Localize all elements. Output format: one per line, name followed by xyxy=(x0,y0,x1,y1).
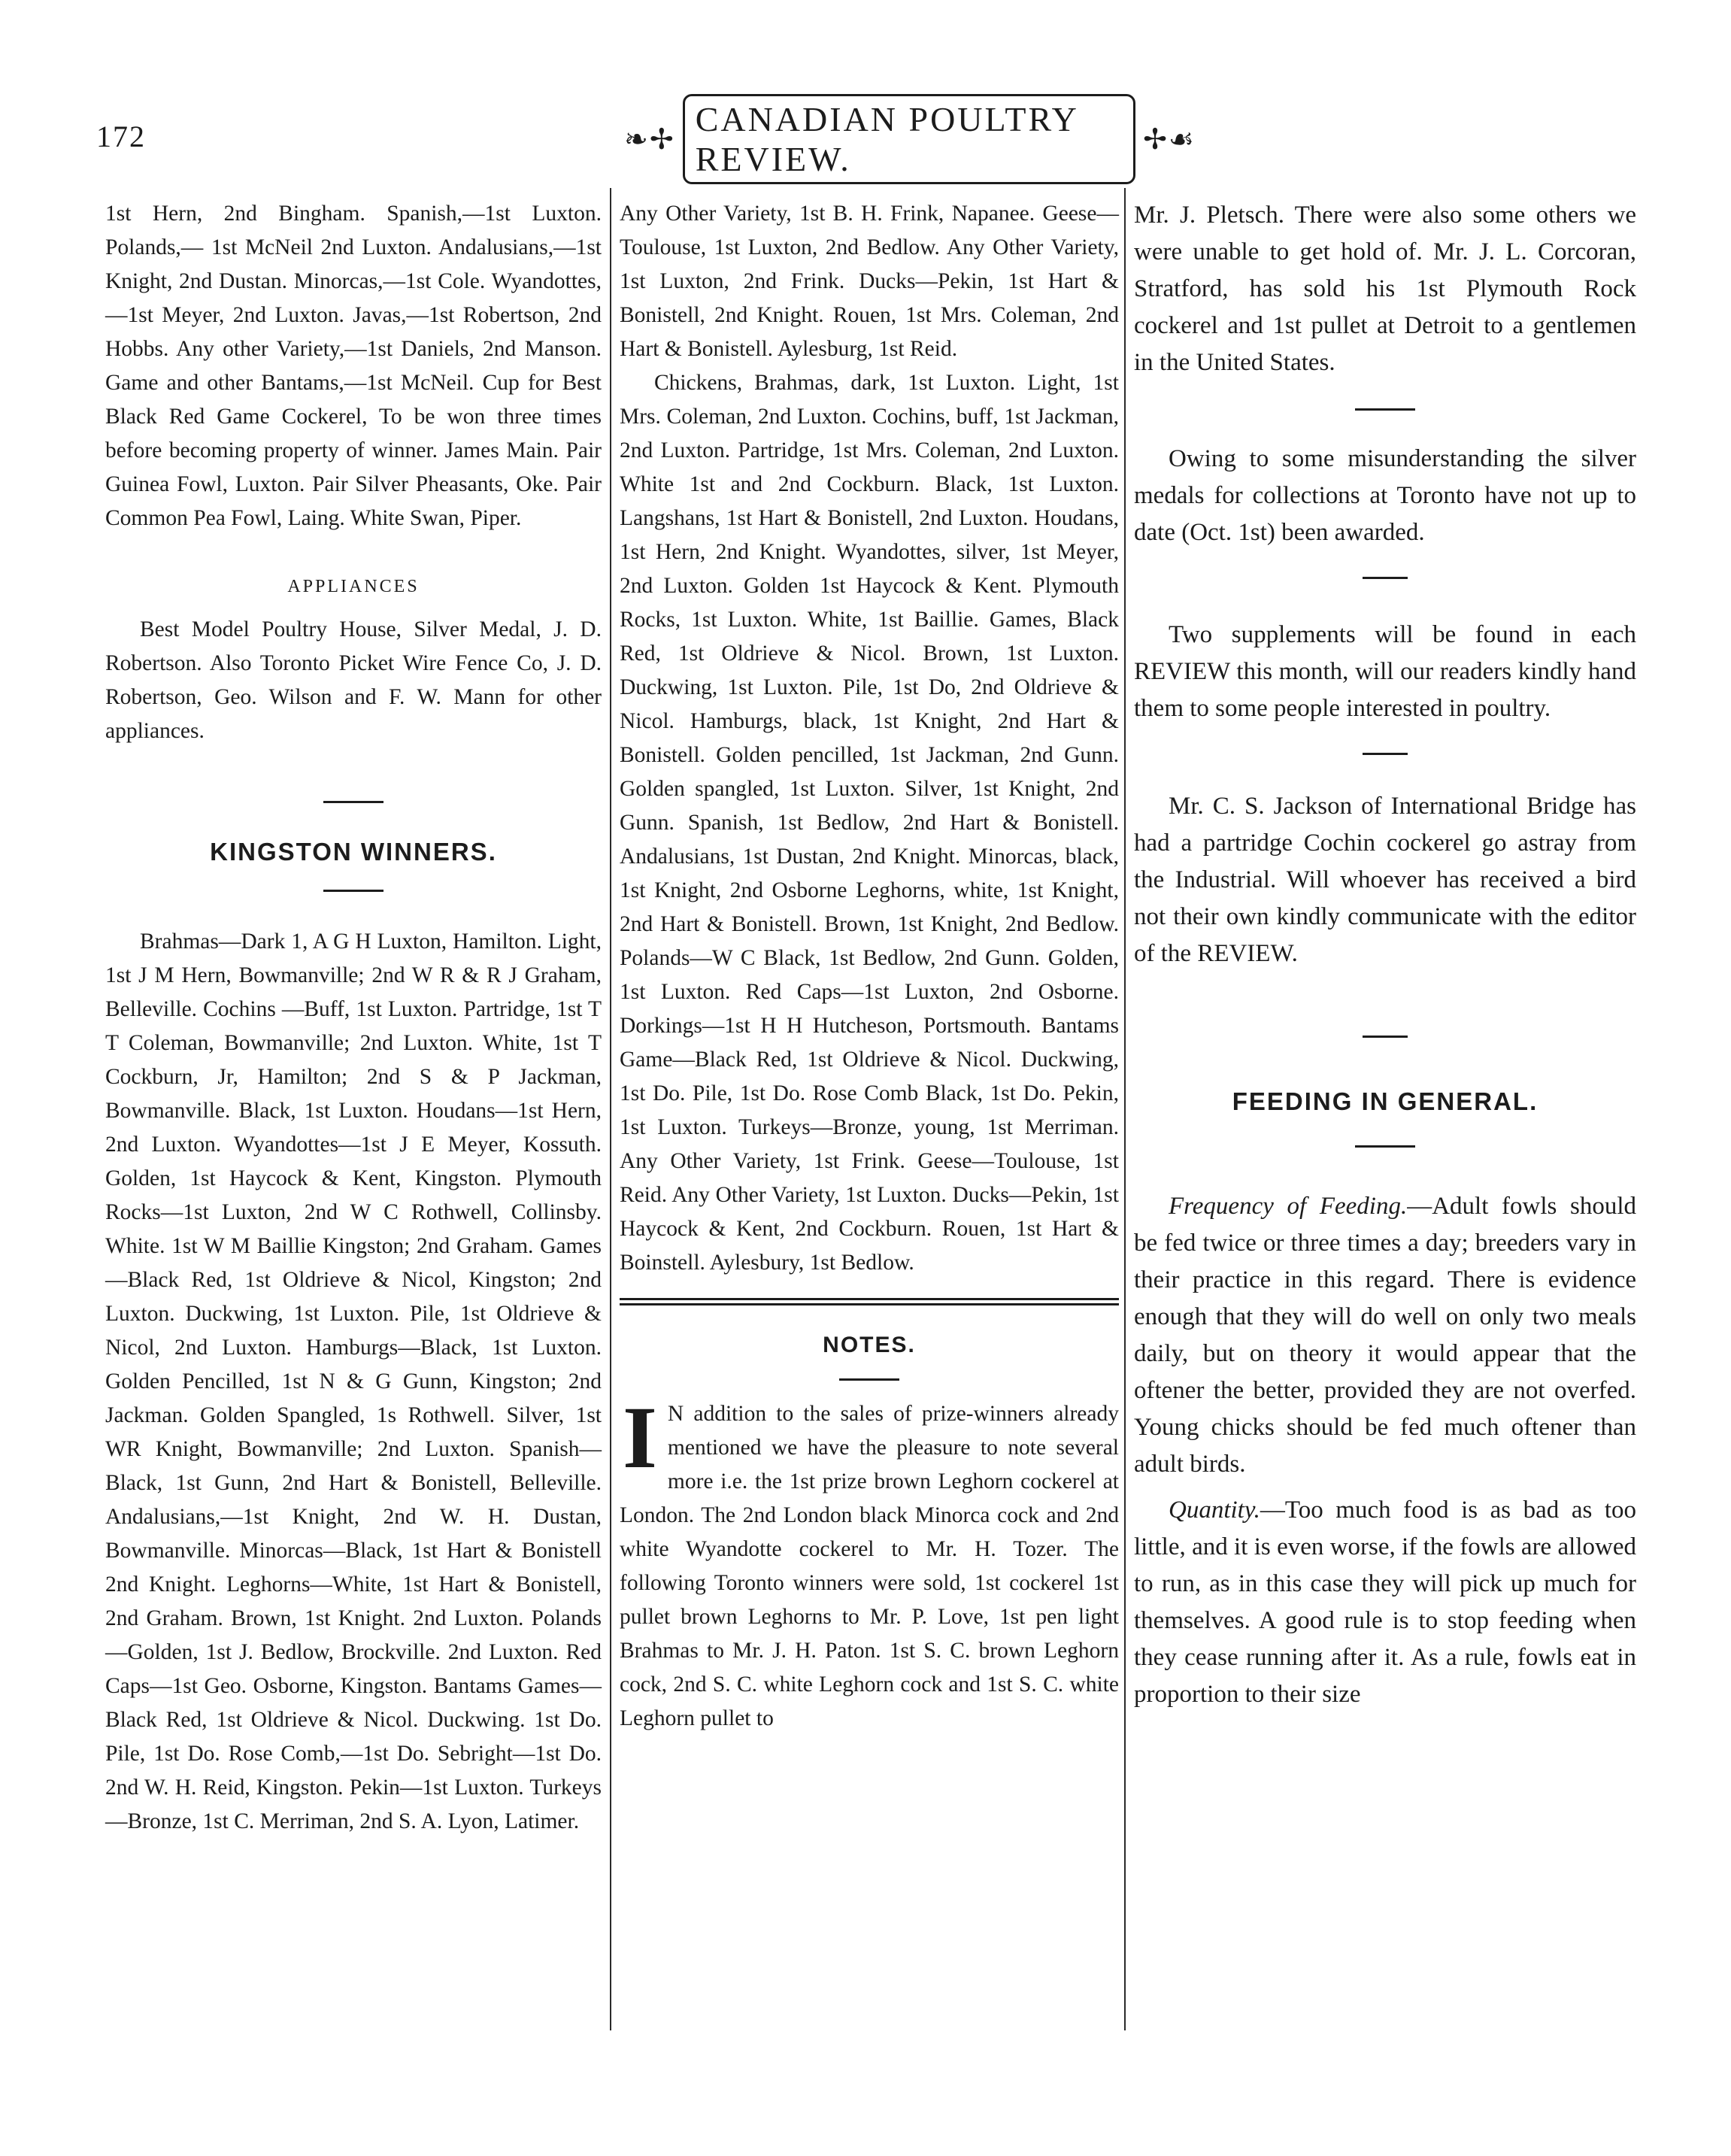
other-variety-paragraph: Any Other Variety, 1st B. H. Frink, Napanee. Geese—Toulouse, 1st Luxton, 2nd Bedlow. Any Other Variety, 1st Luxton, 2nd Frink. Ducks—Pekin, 1st Hart & Bonistell, 2nd Knight. Rouen, 1st Mrs. Coleman, 2nd Hart & Bonistell. Aylesburg, 1st Reid. xyxy=(620,202,1119,361)
jackson-paragraph: Mr. C. S. Jackson of International Bridge has had a partridge Cochin cockerel go astray from the Industrial. Will whoever has received a bird not their own kindly communicate with the editor of the REVIEW. xyxy=(1134,793,1636,967)
quantity-text: —Too much food is as bad as too little, and it is even worse, if the fowls are allowed to run, as in this case they will pick up much for themselves. A good rule is to stop feeding when they cease running after it. As a rule, fowls eat in proportion to their size xyxy=(1134,1496,1636,1708)
kingston-results-paragraph: Brahmas—Dark 1, A G H Luxton, Hamilton. Light, 1st J M Hern, Bowmanville; 2nd W R & R J Graham, Belleville. Cochins —Buff, 1st Luxton. Partridge, 1st T T Coleman, Bowmanville; 2nd Luxton. White, 1st T Cockburn, Jr, Hamilton; 2nd S & P Jackman, Bowmanville. Black, 1st Luxton. Houdans—1st Hern, 2nd Luxton. Wyandottes—1st J E Meyer, Kossuth. Golden, 1st Haycock & Kent, Kingston. Plymouth Rocks—1st Luxton, 2nd W C Rothwell, Collinsby. White. 1st W M Baillie Kingston; 2nd Graham. Games—Black Red, 1st Oldrieve & Nicol, Kingston; 2nd Luxton. Duckwing, 1st Luxton. Pile, 1st Oldrieve & Nicol, 2nd Luxton. Hamburgs—Black, 1st Luxton. Golden Pencilled, 1st N & G Gunn, Kingston; 2nd Jackman. Golden Spangled, 1s Rothwell. Silver, 1st WR Knight, Bowmanville; 2nd Luxton. Spanish—Black, 1st Gunn, 2nd Hart & Bonistell, Belleville. Andalusians,—1st Knight, 2nd W. H. Dustan, Bowmanville. Minorcas—Black, 1st Hart & Bonistell 2nd Knight. Leghorns—White, 1st Hart & Bonistell, 2nd Graham. Brown, 1st Knight. 2nd Luxton. Polands—Golden, 1st J. Bedlow, Brockville. 2nd Luxton. Red Caps—1st Geo. Osborne, Kingston. Bantams Games—Black Red, 1st Oldrieve & Nicol. Duckwing. 1st Do. Pile, 1st Do. Rose Comb,—1st Do. Sebright—1st Do. 2nd W. H. Reid, Kingston. Pekin—1st Luxton. Turkeys—Bronze, 1st C. Merriman, 2nd S. A. Lyon, Latimer. xyxy=(105,929,602,1833)
frequency-text: —Adult fowls should be fed twice or three times a day; breeders vary in their practice in this regard. There is evidence enough that they will do well on only two meals daily, but on theory it would appear that the oftener the better, provided they are not overfed. Young chicks should be fed much oftener than adult birds. xyxy=(1134,1193,1637,1478)
masthead-title: CANADIAN POULTRY REVIEW. xyxy=(683,94,1135,184)
page-number: 172 xyxy=(96,120,146,153)
frequency-lead: Frequency of Feeding. xyxy=(1169,1193,1408,1220)
quantity-paragraph xyxy=(1134,1492,1636,1713)
column-2 xyxy=(620,197,1119,1736)
feeding-in-general-heading: FEEDING IN GENERAL. xyxy=(1232,1087,1538,1115)
show-results-paragraph: 1st Hern, 2nd Bingham. Spanish,—1st Luxton. Polands,— 1st McNeil 2nd Luxton. Andalusians,—1st Knight, 2nd Dustan. Minorcas,—1st Cole. Wyandottes,—1st Meyer, 2nd Luxton. Javas,—1st Robertson, 2nd Hobbs. Any other Variety,—1st Daniels, 2nd Manson. Game and other Bantams,—1st McNeil. Cup for Best Black Red Game Cockerel, To be won three times before becoming property of winner. James Main. Pair Guinea Fowl, Luxton. Pair Silver Pheasants, Oke. Pair Common Pea Fowl, Laing. White Swan, Piper. xyxy=(105,202,602,530)
masthead xyxy=(624,100,1196,178)
drop-cap: I xyxy=(623,1388,657,1487)
pletsch-paragraph: Mr. J. Pletsch. There were also some others we were unable to get hold of. Mr. J. L. Corcoran, Stratford, has sold his 1st Plymouth Rock cockerel and 1st pullet at Detroit to a gentlemen in the United States. xyxy=(1134,202,1636,376)
notes-text: N addition to the sales of prize-winners already mentioned we have the pleasure to note several more i.e. the 1st prize brown Leghorn cockerel at London. The 2nd London black Minorca cock and 2nd white Wyandotte cockerel to Mr. H. Tozer. The following Toronto winners were sold, 1st cockerel 1st pullet brown Leghorns to Mr. P. Love, 1st pen light Brahmas to Mr. J. H. Paton. 1st S. C. brown Leghorn cock, 2nd S. C. white Leghorn cock and 1st S. C. white Leghorn pullet to xyxy=(620,1402,1119,1730)
column-divider xyxy=(1124,188,1126,2030)
notes-paragraph xyxy=(620,1388,1119,1736)
appliances-heading: APPLIANCES xyxy=(287,577,420,596)
kingston-winners-heading: KINGSTON WINNERS. xyxy=(210,838,497,866)
column-1 xyxy=(105,197,602,1839)
notes-heading: NOTES. xyxy=(823,1333,916,1357)
double-rule-divider xyxy=(620,1298,1119,1305)
chickens-results-paragraph: Chickens, Brahmas, dark, 1st Luxton. Light, 1st Mrs. Coleman, 2nd Luxton. Cochins, buff, 1st Jackman, 2nd Luxton. Partridge, 1st Mrs. Coleman, 2nd Luxton. White 1st and 2nd Cockburn. Black, 1st Luxton. Langshans, 1st Hart & Bonistell, 2nd Luxton. Houdans, 1st Hern, 2nd Knight. Wyandottes, silver, 1st Meyer, 2nd Luxton. Golden 1st Haycock & Kent. Plymouth Rocks, 1st Luxton. White, 1st Baillie. Games, Black Red, 1st Oldrieve & Nicol. Brown, 1st Luxton. Duckwing, 1st Luxton. Pile, 1st Do, 2nd Oldrieve & Nicol. Hamburgs, black, 1st Knight, 2nd Hart & Bonistell. Golden pencilled, 1st Jackman, 2nd Gunn. Golden spangled, 1st Luxton. Silver, 1st Knight, 2nd Gunn. Spanish, 1st Bedlow, 2nd Hart & Bonistell. Andalusians, 1st Dustan, 2nd Knight. Minorcas, black, 1st Knight, 2nd Osborne Leghorns, white, 1st Knight, 2nd Hart & Bonistell. Brown, 1st Knight, 2nd Bedlow. Polands—W C Black, 1st Bedlow, 2nd Gunn. Golden, 1st Luxton. Red Caps—1st Luxton, 2nd Osborne. Dorkings—1st H H Hutcheson, Portsmouth. Bantams Game—Black Red, 1st Oldrieve & Nicol. Duckwing, 1st Do. Pile, 1st Do. Rose Comb Black, 1st Do. Pekin, 1st Luxton. Turkeys—Bronze, young, 1st Merriman. Any Other Variety, 1st Frink. Geese—Toulouse, 1st Reid. Any Other Variety, 1st Luxton. Ducks—Pekin, 1st Haycock & Kent, 2nd Cockburn. Rouen, 1st Hart & Boinstell. Aylesbury, 1st Bedlow. xyxy=(620,371,1119,1275)
silver-medals-paragraph: Owing to some misunderstanding the silver medals for collections at Toronto have not up to date (Oct. 1st) been awarded. xyxy=(1134,445,1636,546)
appliances-paragraph: Best Model Poultry House, Silver Medal, J. D. Robertson. Also Toronto Picket Wire Fence Co, J. D. Robertson, Geo. Wilson and F. W. Mann for other appliances. xyxy=(105,617,602,743)
column-divider xyxy=(610,188,611,2030)
quantity-lead: Quantity. xyxy=(1169,1496,1260,1524)
column-3 xyxy=(1134,197,1636,1713)
supplements-paragraph: Two supplements will be found in each REVIEW this month, will our readers kindly hand them to some people interested in poultry. xyxy=(1134,621,1636,722)
ornament-right-icon: ✢☙ xyxy=(1143,123,1196,156)
frequency-paragraph xyxy=(1134,1188,1636,1483)
ornament-left-icon: ❧✢ xyxy=(624,123,675,156)
